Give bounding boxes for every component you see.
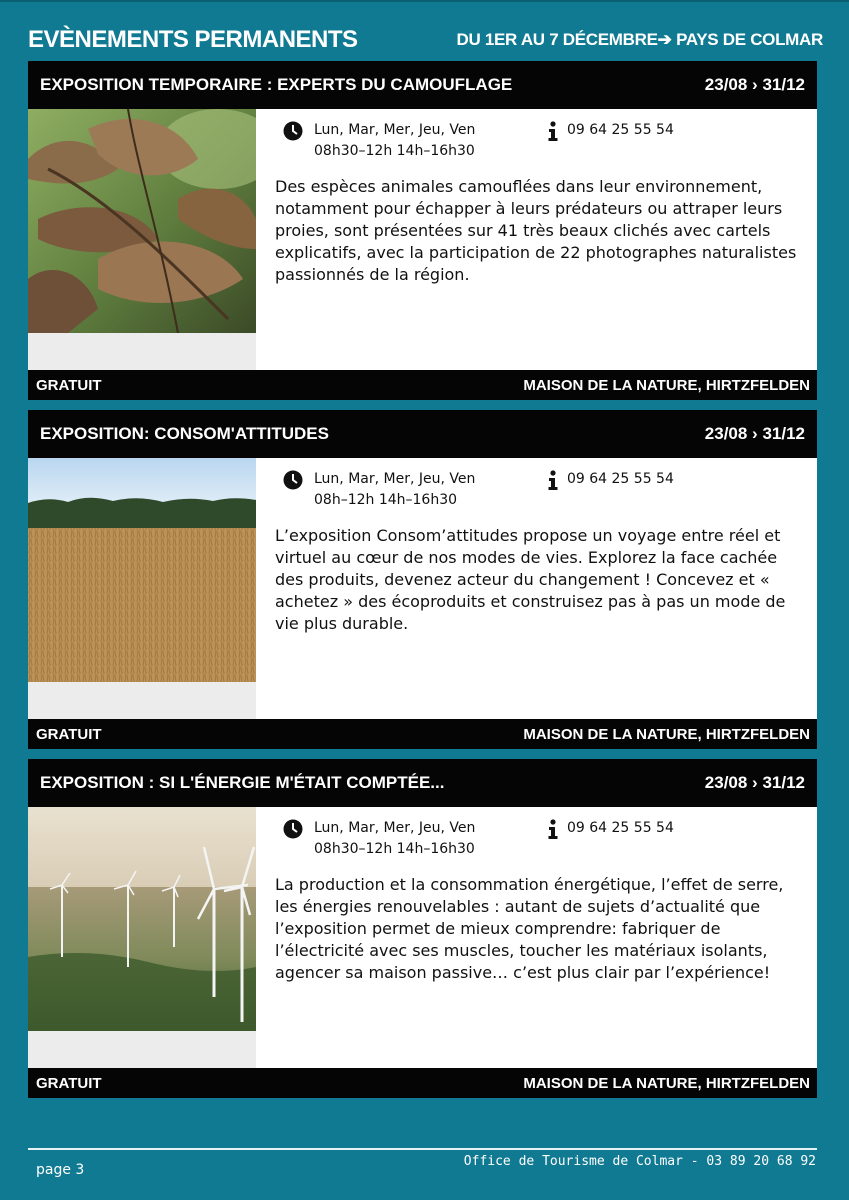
event-description: L’exposition Consom’attitudes propose un voyage entre réel et virtuel au cœur de nos modes de vies. Explorez la face cachée des produits, devenez acteur du changement ! Concevez et « achetez » des écoproduits et construisez pas à pas un mode de vie plus durable. bbox=[275, 526, 786, 633]
event-footer-bar bbox=[28, 719, 817, 749]
info-icon bbox=[547, 819, 559, 839]
tourism-office-contact: Office de Tourisme de Colmar - 03 89 20 68 92 bbox=[463, 1154, 816, 1169]
event-header-bar bbox=[28, 759, 817, 807]
event-footer-bar bbox=[28, 370, 817, 400]
camouflage-photo bbox=[28, 109, 256, 333]
phone-number: 09 64 25 55 54 bbox=[567, 122, 674, 138]
event-title: EXPOSITION TEMPORAIRE : EXPERTS DU CAMOUFLAGE bbox=[40, 75, 513, 94]
page-number: page 3 bbox=[36, 1162, 85, 1178]
page-header bbox=[28, 24, 823, 56]
event-header-bar bbox=[28, 61, 817, 109]
event-card bbox=[28, 410, 817, 749]
event-image-panel bbox=[28, 109, 256, 371]
event-price: GRATUIT bbox=[36, 376, 102, 394]
opening-hours bbox=[314, 818, 475, 860]
event-footer-bar bbox=[28, 1068, 817, 1098]
event-meta bbox=[283, 120, 803, 164]
page-title: EVÈNEMENTS PERMANENTS bbox=[28, 26, 358, 53]
opening-times: 08h30–12h 14h–16h30 bbox=[314, 841, 475, 857]
opening-days: Lun, Mar, Mer, Jeu, Ven bbox=[314, 471, 476, 487]
field-photo bbox=[28, 458, 256, 682]
clock-icon bbox=[283, 819, 303, 839]
opening-days: Lun, Mar, Mer, Jeu, Ven bbox=[314, 820, 476, 836]
event-venue: MAISON DE LA NATURE, HIRTZFELDEN bbox=[523, 376, 810, 394]
event-date-range: 23/08 › 31/12 bbox=[704, 424, 805, 443]
info-icon bbox=[547, 121, 559, 141]
event-date-range: 23/08 › 31/12 bbox=[704, 773, 805, 792]
phone-number: 09 64 25 55 54 bbox=[567, 820, 674, 836]
opening-times: 08h–12h 14h–16h30 bbox=[314, 492, 458, 508]
opening-hours bbox=[314, 120, 475, 162]
event-date-range: 23/08 › 31/12 bbox=[704, 75, 805, 94]
event-meta bbox=[283, 469, 803, 513]
event-title: EXPOSITION : SI L'ÉNERGIE M'ÉTAIT COMPTÉE... bbox=[40, 773, 445, 792]
event-venue: MAISON DE LA NATURE, HIRTZFELDEN bbox=[523, 1074, 810, 1092]
opening-days: Lun, Mar, Mer, Jeu, Ven bbox=[314, 122, 476, 138]
opening-hours bbox=[314, 469, 475, 511]
event-meta bbox=[283, 818, 803, 862]
info-icon bbox=[547, 470, 559, 490]
event-price: GRATUIT bbox=[36, 1074, 102, 1092]
event-card bbox=[28, 759, 817, 1098]
phone-number: 09 64 25 55 54 bbox=[567, 471, 674, 487]
arrow-icon: ➔ bbox=[657, 30, 672, 49]
top-rule bbox=[0, 0, 849, 2]
event-header-bar bbox=[28, 410, 817, 458]
region-label: PAYS DE COLMAR bbox=[676, 30, 823, 49]
event-price: GRATUIT bbox=[36, 725, 102, 743]
event-image-panel bbox=[28, 458, 256, 720]
clock-icon bbox=[283, 121, 303, 141]
event-title: EXPOSITION: CONSOM'ATTITUDES bbox=[40, 424, 329, 443]
event-venue: MAISON DE LA NATURE, HIRTZFELDEN bbox=[523, 725, 810, 743]
clock-icon bbox=[283, 470, 303, 490]
footer-rule bbox=[28, 1148, 817, 1150]
event-description: La production et la consommation énergétique, l’effet de serre, les énergies renouvelables : autant de sujets d’actualité que l’exposition permet de mieux comprendre: fabriquer de l’électricité avec ses muscles, toucher les matériaux isolants, agencer sa maison passive… c’est plus clair par l’expérience! bbox=[275, 875, 784, 982]
event-card bbox=[28, 61, 817, 400]
date-range-label: DU 1ER AU 7 DÉCEMBRE bbox=[456, 30, 658, 49]
date-region bbox=[456, 30, 823, 50]
event-image-panel bbox=[28, 807, 256, 1069]
opening-times: 08h30–12h 14h–16h30 bbox=[314, 143, 475, 159]
event-description: Des espèces animales camouflées dans leur environnement, notamment pour échapper à leurs prédateurs ou attraper leurs proies, sont présentées sur 41 très beaux clichés avec cartels explicatifs, avec la participation de 22 photographes naturalistes passionnés de la région. bbox=[275, 177, 797, 284]
wind-turbines-photo bbox=[28, 807, 256, 1031]
